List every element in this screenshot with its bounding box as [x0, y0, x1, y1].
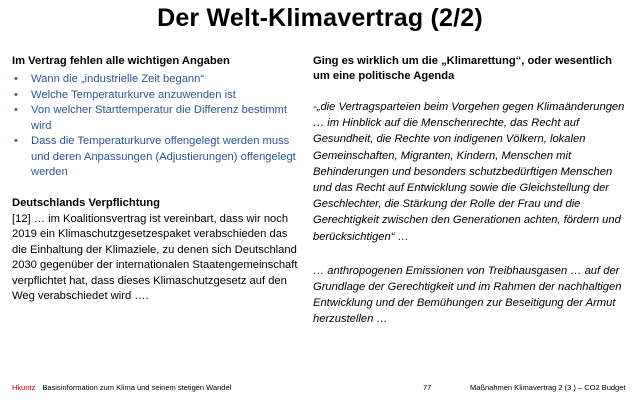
bullet-icon: •: [14, 104, 18, 116]
footer-author: Hkuntz: [12, 383, 36, 392]
treaty-quote-2: … anthropogenen Emissionen von Treibhausgasen … auf der Grundlage der Gerechtigkeit und im Rahmen der nachhaltigen Entwicklung und der Bemühungen zur Beseitigung der Armut herzustellen …: [313, 264, 622, 326]
germany-obligation-text: [12] … im Koalitionsvertrag ist vereinbart, dass wir noch 2019 ein Klimaschutzgesetzespaket verabschieden das die Einhaltung der Klimaziele, zu denen sich Deutschland 2030 gegenüber der internationalen Staatengemeinschaft verpflichtet hat, dass dieses Klimaschutzgesetz auf den Weg verabschiedet wird ….: [12, 212, 298, 302]
bullet-icon: •: [14, 135, 18, 147]
left-column: [12, 54, 302, 305]
footer-subtitle: Basisinformation zum Klima und seinem stetigen Wandel: [42, 383, 232, 392]
bullet-icon: •: [14, 73, 18, 85]
list-item: • Dass die Temperaturkurve offengelegt werden muss und deren Anpassungen (Adjustierungen) offengelegt werden: [14, 135, 296, 178]
footer-left: [12, 383, 231, 392]
reference-number: [12] …: [12, 212, 49, 225]
missing-details-list: [12, 72, 302, 181]
list-item: • Von welcher Starttemperatur die Differenz bestimmt wird: [14, 104, 287, 132]
right-heading: Ging es wirklich um die „Klimarettung“, oder wesentlich um eine politische Agenda: [313, 55, 613, 82]
page-number: 77: [423, 383, 432, 392]
germany-obligation-heading: Deutschlands Verpflichtung: [12, 196, 160, 209]
footer-section-title: Maßnahmen Klimavertrag 2 (3 ) – CO2 Budget: [470, 383, 626, 392]
slide-title: Der Welt-Klimavertrag (2/2): [157, 4, 483, 32]
bullet-icon: •: [14, 88, 18, 101]
list-item: • Welche Temperaturkurve anzuwenden ist: [12, 88, 302, 104]
treaty-quote-1: -„die Vertragsparteien beim Vorgehen gegen Klimaänderungen … im Hinblick auf die Menschenrechte, das Recht auf Gesundheit, die Rechte von indigenen Völkern, lokalen Gemeinschaften, Migranten, Kindern, Menschen mit Behinderungen und besonders schutzbedürftigen Menschen und das Recht auf Entwicklung sowie die Gleichstellung der Geschlechter, die Stärkung der Rolle der Frau und die Gerechtigkeit zwischen den Generationen achten, fördern und berücksichtigen“ …: [313, 101, 625, 243]
list-item: • Wann die „industrielle Zeit begann“: [12, 72, 302, 88]
right-column: [313, 54, 631, 328]
left-heading: Im Vertrag fehlen alle wichtigen Angaben: [12, 55, 230, 67]
